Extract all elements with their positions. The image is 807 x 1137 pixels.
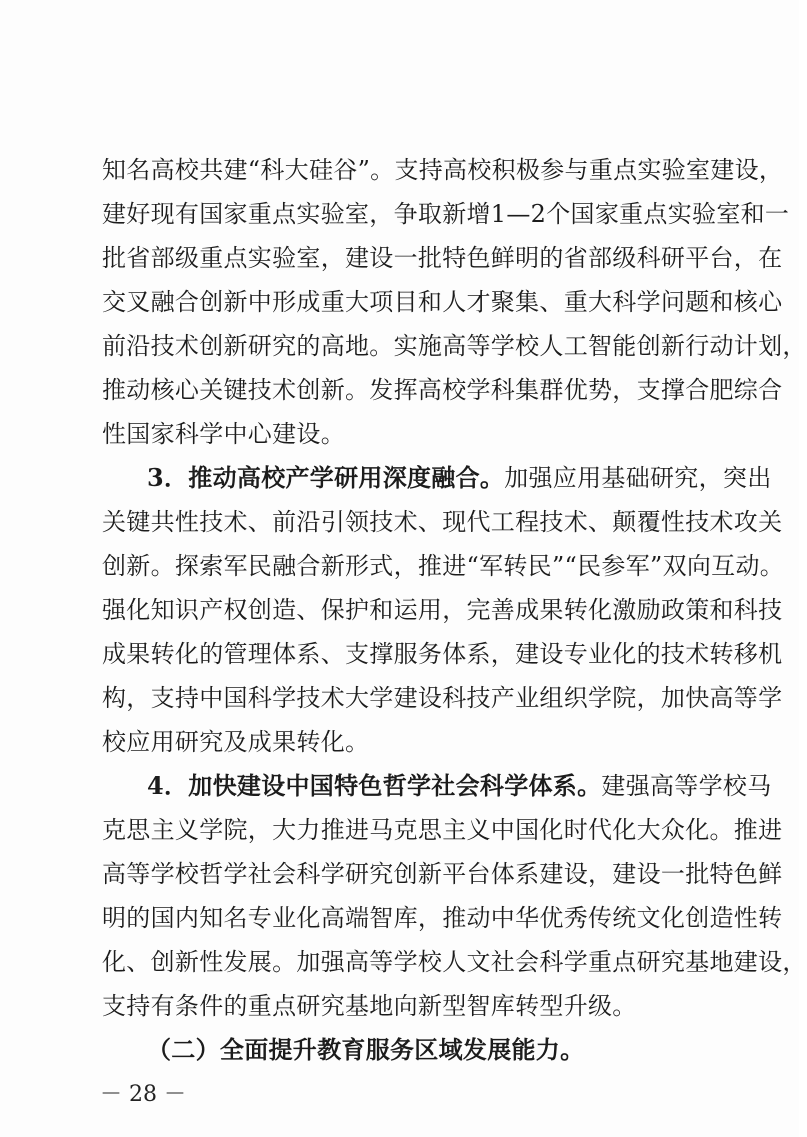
line-text: 高等学校哲学社会科学研究创新平台体系建设，建设一批特色鲜 <box>102 860 783 888</box>
paragraph-line <box>102 722 700 762</box>
paragraph-line <box>102 898 783 938</box>
paragraph-first-line <box>147 766 772 806</box>
line-text: 批省部级重点实验室，建设一批特色鲜明的省部级科研平台，在 <box>102 244 783 272</box>
section-heading-line <box>147 1030 700 1070</box>
section-heading: 3．推动高校产学研用深度融合。 <box>147 463 505 492</box>
section-heading: （二）全面提升教育服务区域发展能力。 <box>147 1035 585 1064</box>
line-text: 关键共性技术、前沿引领技术、现代工程技术、颠覆性技术攻关 <box>102 508 783 536</box>
line-text: 创新。探索军民融合新形式，推进“军转民”“民参军”双向互动。 <box>102 552 785 580</box>
line-text: 推动核心关键技术创新。发挥高校学科集群优势，支撑合肥综合 <box>102 376 783 404</box>
paragraph-line <box>102 590 783 630</box>
page-number: － 28 － <box>100 1082 186 1107</box>
line-text: 支持有条件的重点研究基地向新型智库转型升级。 <box>102 992 637 1020</box>
line-text: 明的国内知名专业化高端智库，推动中华优秀传统文化创造性转 <box>102 904 783 932</box>
paragraph-line <box>102 546 785 586</box>
line-text: 成果转化的管理体系、支撑服务体系，建设专业化的技术转移机 <box>102 640 783 668</box>
paragraph-line <box>102 282 783 322</box>
paragraph-line <box>102 370 783 410</box>
line-text: 强化知识产权创造、保护和运用，完善成果转化激励政策和科技 <box>102 596 783 624</box>
line-text: 构，支持中国科学技术大学建设科技产业组织学院，加快高等学 <box>102 684 783 712</box>
line-text: 加强应用基础研究，突出 <box>504 464 772 492</box>
line-text: 克思主义学院，大力推进马克思主义中国化时代化大众化。推进 <box>102 816 783 844</box>
line-text: 建强高等学校马 <box>601 772 772 800</box>
line-text: 建好现有国家重点实验室，争取新增1—2个国家重点实验室和一 <box>102 200 790 228</box>
paragraph-first-line <box>147 458 772 498</box>
paragraph-line <box>102 986 700 1026</box>
paragraph-line <box>102 634 783 674</box>
line-text: 知名高校共建“科大硅谷”。支持高校积极参与重点实验室建设， <box>102 156 784 184</box>
paragraph-line <box>102 326 807 366</box>
paragraph-line <box>102 150 784 190</box>
section-heading: 4．加快建设中国特色哲学社会科学体系。 <box>147 771 602 800</box>
line-text: 校应用研究及成果转化。 <box>102 728 370 756</box>
line-text: 化、创新性发展。加强高等学校人文社会科学重点研究基地建设， <box>102 948 807 976</box>
paragraph-line <box>102 810 783 850</box>
paragraph-line <box>102 414 700 454</box>
line-text: 性国家科学中心建设。 <box>102 420 345 448</box>
paragraph-line <box>102 678 783 718</box>
paragraph-line <box>102 942 807 982</box>
paragraph-line <box>102 238 783 278</box>
paragraph-line <box>102 854 783 894</box>
line-text: 交叉融合创新中形成重大项目和人才聚集、重大科学问题和核心 <box>102 288 783 316</box>
paragraph-line <box>102 194 790 234</box>
paragraph-line <box>102 502 783 542</box>
line-text: 前沿技术创新研究的高地。实施高等学校人工智能创新行动计划， <box>102 332 807 360</box>
